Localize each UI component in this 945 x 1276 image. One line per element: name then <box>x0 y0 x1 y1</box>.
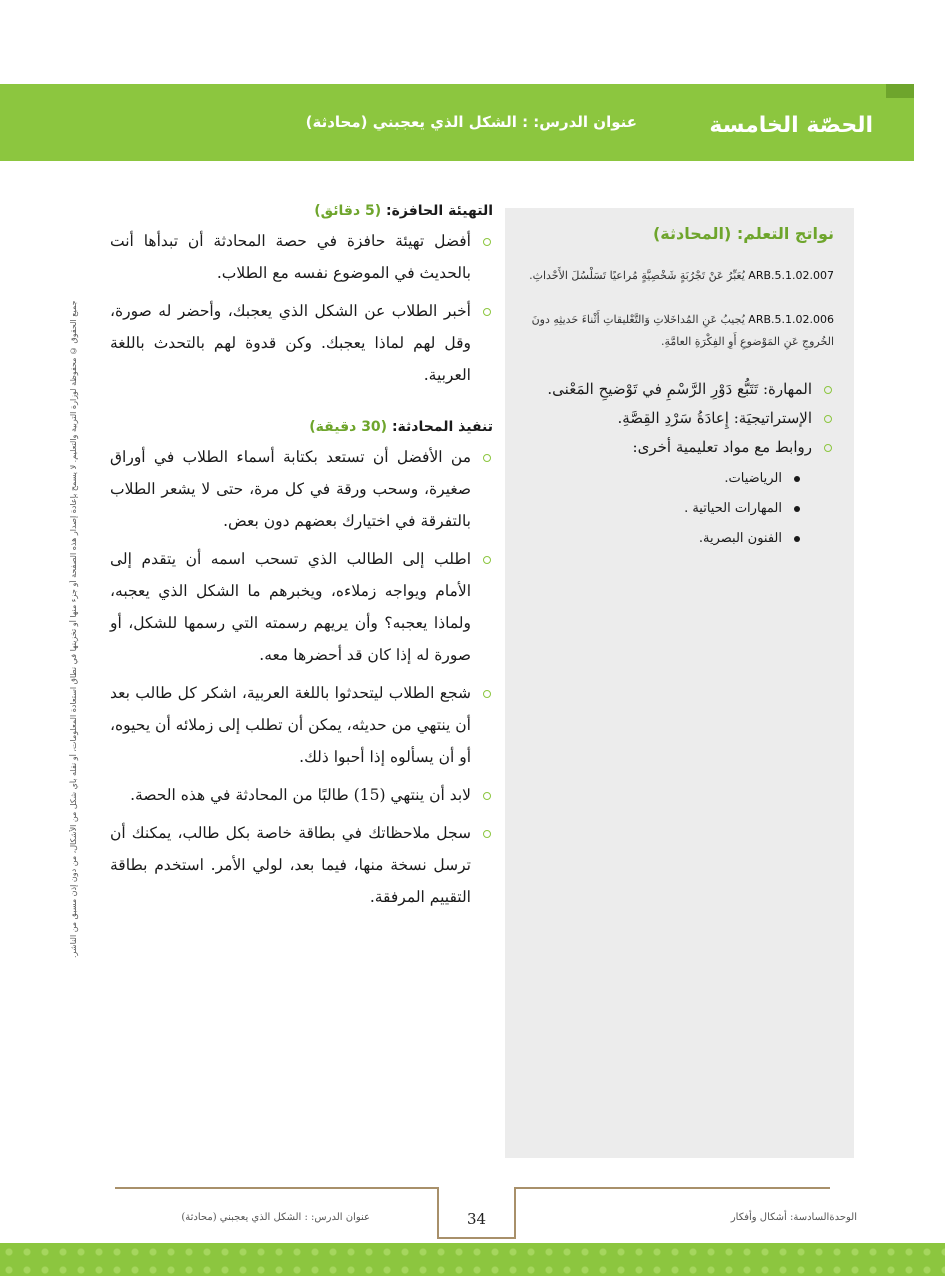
outcome-text: يُجيبُ عَنِ المُداخَلاتِ وَالتَّعْليقاتِ أَثْناءَ حَديثِهِ دونَ الخُروجِ عَنِ المَوْضوعِ أَوِ الفِكْرَةِ العامَّةِ. <box>531 313 834 348</box>
execution-list <box>110 441 493 913</box>
ring-bullet-icon <box>824 415 832 423</box>
warmup-heading: التهيئة الحافزة: (5 دقائق) <box>314 203 493 219</box>
list-item: شجع الطلاب ليتحدثوا باللغة العربية، اشكر كل طالب بعد أن ينتهي من حديثه، يمكن أن تطلب إلى زملائه أن يحيوه، أو أن يسألوه إذا أحبوا ذلك. <box>110 677 493 773</box>
lesson-number: الحصّة الخامسة <box>709 113 873 138</box>
ring-bullet-icon <box>483 308 491 316</box>
list-item: الإستراتيجيَة: إِعادَةُ سَرْدِ القِصَّةِ. <box>525 404 834 433</box>
ring-bullet-icon <box>483 690 491 698</box>
warmup-time: (5 دقائق) <box>314 203 382 219</box>
outcome-code: ARB.5.1.02.007 <box>748 269 834 282</box>
lesson-title: عنوان الدرس: : الشكل الذي يعجبني (محادثة) <box>305 113 637 131</box>
learning-outcomes-heading: نواتج التعلم: (المحادثة) <box>652 224 834 243</box>
lesson-body <box>110 203 493 919</box>
list-item: من الأفضل أن تستعد بكتابة أسماء الطلاب في أوراق صغيرة، وسحب ورقة في كل مرة، حتى لا يشعر الطلاب بالتفرقة في اختيارك بعضهم دون بعض. <box>110 441 493 537</box>
ring-bullet-icon <box>483 830 491 838</box>
outcome-item <box>525 265 834 287</box>
dot-bullet-icon <box>794 506 800 512</box>
copyright-notice: جميع الحقوق © محفوظة لوزارة التربية والتعليم. لا يسمح بإعادة إصدار هذه الصفحة أو جزء منها أو تخزينها في نطاق استعادة المعلومات، أو نقله بأي شكل من الأشكال، من دون إذن مسبق من الناشر. <box>69 300 78 958</box>
sidebar-bullets <box>525 375 834 554</box>
dot-bullet-icon <box>794 536 800 542</box>
ring-bullet-icon <box>483 454 491 462</box>
outcome-text: يُعَبِّرُ عَنْ تَجْرُبَةٍ شَخْصِيَّةٍ مُراعيًا تَسَلْسُلَ الأَحْداثِ. <box>529 269 745 282</box>
footer-unit-title: الوحدةالسادسة: أشكال وأفكار <box>730 1212 857 1223</box>
dot-bullet-icon <box>794 476 800 482</box>
ring-bullet-icon <box>824 444 832 452</box>
ring-bullet-icon <box>483 238 491 246</box>
header-fold <box>886 84 914 98</box>
list-item: لابد أن ينتهي (15) طالبًا من المحادثة في هذه الحصة. <box>110 779 493 811</box>
list-item: أخبر الطلاب عن الشكل الذي يعجبك، وأحضر له صورة، وقل لهم لماذا يعجبك. وكن قدوة لهم بالتحدث باللغة العربية. <box>110 295 493 391</box>
list-item: سجل ملاحظاتك في بطاقة خاصة بكل طالب، يمكنك أن ترسل نسخة منها، فيما بعد، لولي الأمر. استخدم بطاقة التقييم المرفقة. <box>110 817 493 913</box>
related-subjects-list <box>525 464 812 554</box>
list-item: روابط مع مواد تعليمية أخرى: الرياضيات. المهارات الحياتية . الفنون البصرية. <box>525 433 834 554</box>
list-item: أفضل تهيئة حافزة في حصة المحادثة أن تبدأها أنت بالحديث في الموضوع نفسه مع الطلاب. <box>110 225 493 289</box>
list-item: اطلب إلى الطالب الذي تسحب اسمه أن يتقدم إلى الأمام ويواجه زملاءه، ويخبرهم ما الشكل الذي يعجبه، ولماذا يعجبه؟ وأن يريهم رسمته التي رسمها للشكل، أو صورة له إذا كان قد أحضرها معه. <box>110 543 493 671</box>
list-item: المهارات الحياتية . <box>525 494 812 524</box>
page-number: 34 <box>466 1210 487 1228</box>
list-item: الفنون البصرية. <box>525 524 812 554</box>
ring-bullet-icon <box>483 792 491 800</box>
footer-lesson-title: عنوان الدرس: : الشكل الذي يعجبني (محادثة) <box>181 1212 370 1223</box>
list-item: الرياضيات. <box>525 464 812 494</box>
ring-bullet-icon <box>483 556 491 564</box>
warmup-list <box>110 225 493 391</box>
outcome-item <box>525 309 834 353</box>
learning-outcomes-panel <box>505 208 854 1158</box>
ring-bullet-icon <box>824 386 832 394</box>
execution-heading: تنفيذ المحادثة: (30 دقيقة) <box>309 419 493 435</box>
list-item: المهارة: تَتَبُّع دَوْرِ الرَّسْمِ في تَوْضيحِ المَعْنى. <box>525 375 834 404</box>
outcome-code: ARB.5.1.02.006 <box>748 313 834 326</box>
execution-time: (30 دقيقة) <box>309 419 388 435</box>
decorative-bottom-strip <box>0 1243 945 1276</box>
